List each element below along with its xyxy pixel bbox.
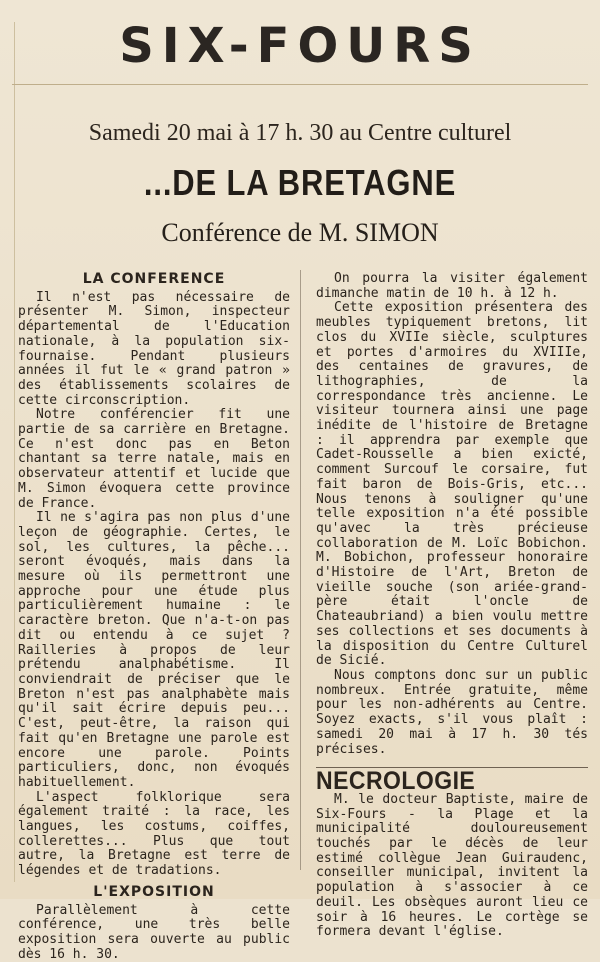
masthead	[12, 8, 588, 85]
article-paragraph: Nous comptons donc sur un public nombreux. Entrée gratuite, même pour les non-adhérents au Centre. Soyez exacts, s'il vous plaît : samedi 20 mai à 17 h. 30 tés précises.	[316, 667, 588, 757]
necrology-section	[316, 767, 588, 940]
necrology-text: M. le docteur Baptiste, maire de Six-Fours - la Plage et la municipalité douloureusement touchés par le décès de leur estimé collègue Jean Guiraudenc, conseiller municipal, invitent la population à s'associer à ce deuil. Les obsèques auront lieu ce soir à 16 heures. Le cortège se formera devant l'église.	[316, 791, 588, 940]
section-title-conference: LA CONFERENCE	[82, 271, 226, 287]
article-paragraph: Notre conférencier fit une partie de sa carrière en Bretagne. Ce n'est donc pas en Beton chantant sa terre natale, mais en observateur attentif et lucide que M. Simon évoquera cette province de France.	[18, 407, 290, 511]
section-title-exposition: L'EXPOSITION	[93, 883, 215, 900]
article-paragraph: Il n'est pas nécessaire de présenter M. Simon, inspecteur départemental de l'Education nationale, à la population six-fournaise. Pendant plusieurs années il fut le « grand patron » des établissements scolaires de cette circonscription.	[18, 289, 290, 408]
article-paragraph: Cette exposition présentera des meubles typiquement bretons, lit clos du XVIIe siècle, sculptures et portes d'armoires du XVIIIe, des centaines de gravures, de lithographies, de la correspondance très ancienne. Le visiteur tournera ainsi une page inédite de l'histoire de Bretagne : il apprendra par exemple que Cadet-Rousselle a bien exicté, comment Surcouf le corsaire, fut fait baron de Bois-Gris, etc... Nous tenons à souligner qu'une telle exposition n'a été possible qu'avec la très précieuse collaboration de M. Loïc Bobichon. M. Bobichon, professeur honoraire d'Histoire de l'Art, Breton de vieille souche (son ariée-grand-père était l'oncle de Chateaubriand) a bien voulu mettre ses collections et ses documents à la disposition du Centre Culturel de Sicié.	[316, 300, 588, 669]
article-headline: ...DE LA BRETAGNE	[143, 162, 457, 203]
article-paragraph: L'aspect folklorique sera également traité : la race, les langues, les costums, coiffes, collerettes... Plus que tout autre, la Bretagne est terre de légendes et de tradations.	[18, 789, 290, 879]
event-date-line: Samedi 20 mai à 17 h. 30 au Centre culturel	[88, 120, 512, 146]
necrology-title: NECROLOGIE	[316, 767, 476, 796]
right-column	[316, 272, 588, 940]
article-paragraph: Parallèlement à cette conférence, une très belle exposition sera ouverte au public dès 16 h. 30.	[18, 902, 290, 962]
masthead-title: SIX-FOURS	[119, 18, 481, 74]
column-divider	[300, 270, 301, 870]
article-paragraph: On pourra la visiter également dimanche matin de 10 h. à 12 h.	[316, 271, 588, 301]
left-column	[18, 272, 290, 962]
article-byline: Conférence de M. SIMON	[161, 218, 439, 247]
article-paragraph: Il ne s'agira pas non plus d'une leçon de géographie. Certes, le sol, les cultures, la pêche... seront évoqués, mais dans la mesure où ils permettront une approche pour une étude plus particulièrement humaine : le caractère breton. Que n'a-t-on pas dit ou entendu à ce sujet ? Railleries à propos de leur prétendu analphabétisme. Il conviendrait de préciser que le Breton n'est pas analphabète mais qu'il sait écrire depuis peu... C'est, peut-être, la raison qui fait qu'en Bretagne une parole est encore une parole. Points particuliers, donc, non évoqués habituellement.	[18, 510, 290, 790]
